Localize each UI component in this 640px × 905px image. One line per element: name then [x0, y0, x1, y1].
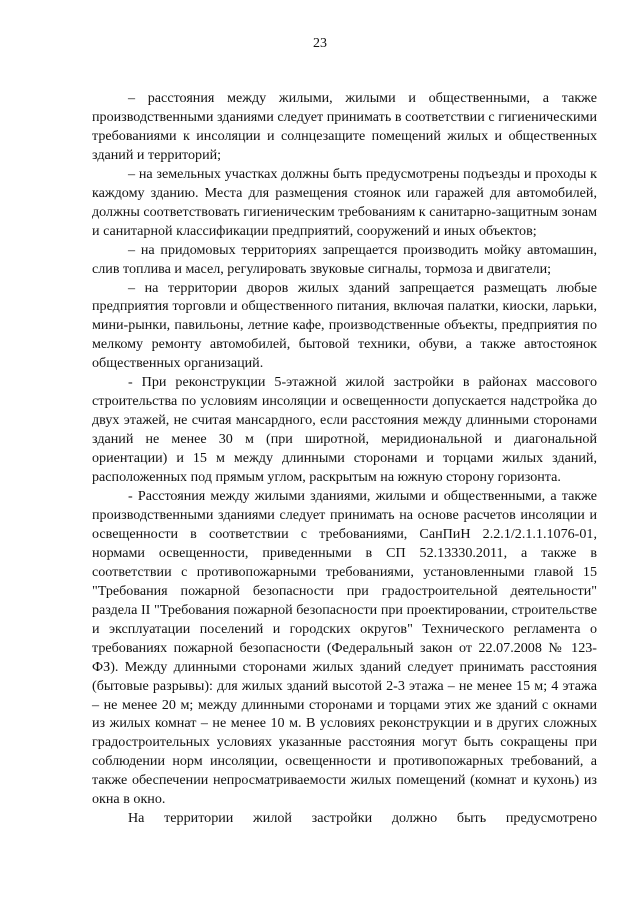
- document-body: [92, 89, 597, 828]
- page-number: 23: [313, 36, 327, 51]
- paragraph-driveways-parking: – на земельных участках должны быть предусмотрены подъезды и проходы к каждому зданию. Места для размещения стоянок или гаражей для автомобилей, должны соответствовать гигиеническим требованиям к санитарно-защитным зонам и санитарной классификации предприятий, сооружений и иных объектов;: [92, 165, 597, 239]
- paragraph-courtyard-commerce: – на территории дворов жилых зданий запрещается размещать любые предприятия торговли и общественного питания, включая палатки, киоски, ларьки, мини-рынки, павильоны, летние кафе, производственные объекты, предприятия по мелкому ремонту автомобилей, бытовой техники, обуви, а также автостоянок общественных организаций.: [92, 279, 597, 372]
- paragraph-reconstruction: - При реконструкции 5-этажной жилой застройки в районах массового строительства по условиям инсоляции и освещенности допускается надстройка до двух этажей, не считая мансардного, если расстояния между длинными сторонами зданий не менее 30 м (при широтной, меридиональной и диагональной ориентации) и 15 м между длинными сторонами и торцами жилых зданий, расположенных под прямым углом, раскрытым на южную сторону горизонта.: [92, 374, 597, 486]
- paragraph-distances-hygiene: – расстояния между жилыми, жилыми и общественными, а также производственными зданиями следует принимать в соответствии с гигиеническими требованиями к инсоляции и солнцезащите помещений жилых и общественных зданий и территорий;: [92, 90, 597, 163]
- paragraph-courtyard-prohibitions: – на придомовых территориях запрещается производить мойку автомашин, слив топлива и масел, регулировать звуковые сигналы, тормоза и двигатели;: [92, 241, 597, 277]
- paragraph-building-distances: - Расстояния между жилыми зданиями, жилыми и общественными, а также производственными зданиями следует принимать на основе расчетов инсоляции и освещенности в соответствии с требованиями, СанПиН 2.2.1/2.1.1.1076-01, нормами освещенности, приведенными в СП 52.13330.2011, а также в соответствии с противопожарными требованиями, установленными главой 15 "Требования пожарной безопасности при градостроительной деятельности" раздела II "Требования пожарной безопасности при проектировании, строительстве и эксплуатации поселений и городских округов" Технического регламента о требованиях пожарной безопасности (Федеральный закон от 22.07.2008 № 123-ФЗ). Между длинными сторонами жилых зданий следует принимать расстояния (бытовые разрывы): для жилых зданий высотой 2-3 этажа – не менее 15 м; 4 этажа – не менее 20 м; между длинными сторонами и торцами этих же зданий с окнами из жилых комнат – не менее 10 м. В условиях реконструкции и в других сложных градостроительных условиях указанные расстояния могут быть сокращены при соблюдении норм инсоляции, освещенности и противопожарных требований, а также обеспечении непросматриваемости жилых помещений (комнат и кухонь) из окна в окно.: [92, 488, 597, 808]
- paragraph-residential-territory: На территории жилой застройки должно быть предусмотрено: [128, 810, 597, 827]
